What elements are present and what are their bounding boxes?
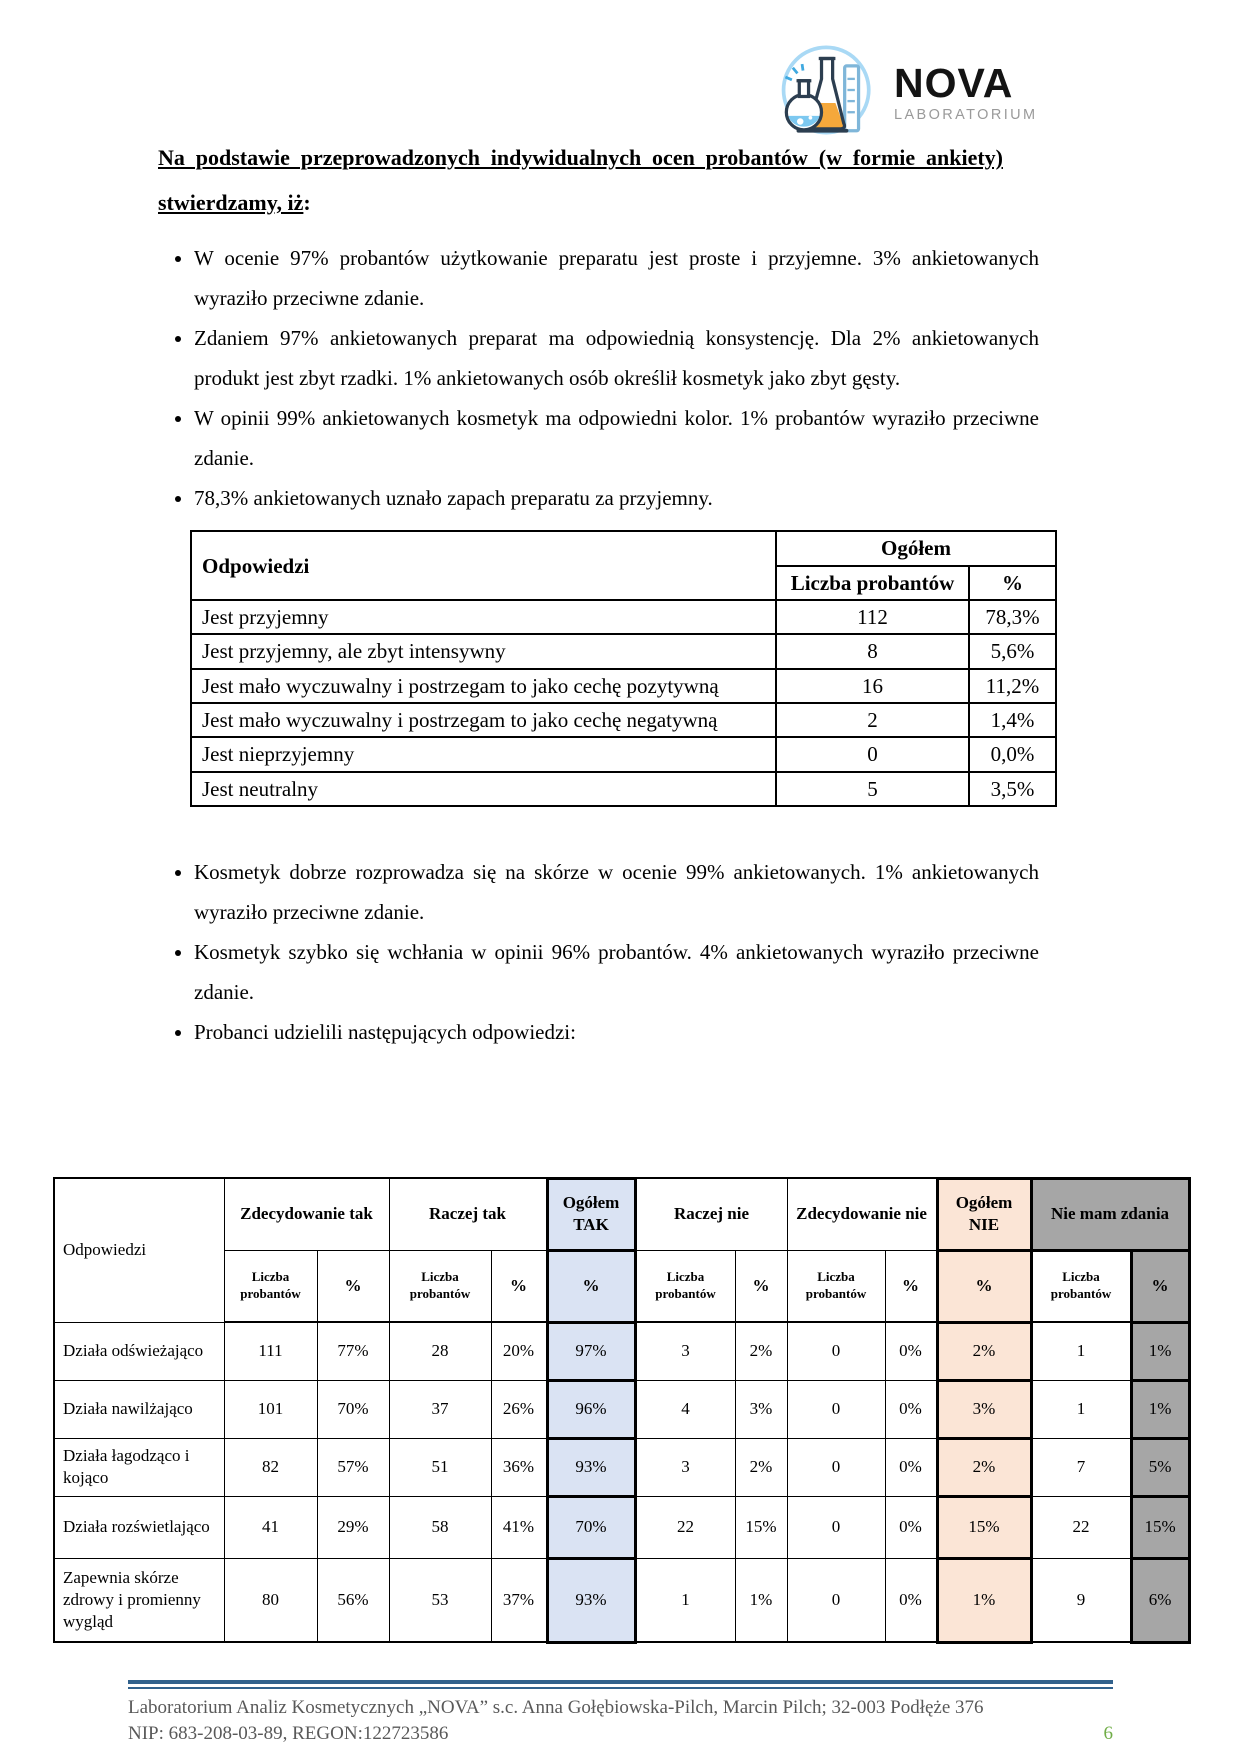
table-cell: 0: [787, 1438, 885, 1496]
table-cell: 3: [635, 1438, 735, 1496]
table-cell: 41: [224, 1496, 317, 1558]
subheader-percent: %: [317, 1250, 389, 1322]
table-cell: 2%: [735, 1438, 787, 1496]
fragrance-results-table: [190, 530, 1057, 807]
table-cell: 7: [1031, 1438, 1131, 1496]
table-cell: 57%: [317, 1438, 389, 1496]
table-cell: 56%: [317, 1558, 389, 1642]
table-cell: 15%: [735, 1496, 787, 1558]
table-cell: 0: [787, 1380, 885, 1438]
table-row: [54, 1380, 1189, 1438]
subheader-percent: %: [885, 1250, 937, 1322]
table-cell: 41%: [491, 1496, 547, 1558]
table-cell: 53: [389, 1558, 491, 1642]
table-row: [191, 703, 1056, 737]
table-cell: 16: [776, 669, 969, 703]
column-header-total: Ogółem: [776, 531, 1056, 565]
group-header-rather-yes: Raczej tak: [389, 1178, 547, 1250]
group-header-rather-no: Raczej nie: [635, 1178, 787, 1250]
bullet-list-middle: [158, 853, 1039, 1052]
bullet-item: • Kosmetyk dobrze rozprowadza się na skórze w ocenie 99% ankietowanych. 1% ankietowanych wyraziło przeciwne zdanie.: [194, 853, 1039, 933]
table-cell: 36%: [491, 1438, 547, 1496]
answer-label: Jest neutralny: [191, 772, 776, 806]
table-cell: 111: [224, 1322, 317, 1380]
bullet-item: • Zdaniem 97% ankietowanych preparat ma odpowiednią konsystencję. Dla 2% ankietowanych produkt jest zbyt rzadki. 1% ankietowanych osób określił kosmetyk jako zbyt gęsty.: [194, 319, 1039, 399]
table-row: [54, 1558, 1189, 1642]
table-cell-no-opinion: 5%: [1131, 1438, 1189, 1496]
table-cell: 0%: [885, 1558, 937, 1642]
bullet-item: • Probanci udzielili następujących odpowiedzi:: [194, 1013, 1039, 1053]
footer-divider: [128, 1680, 1113, 1689]
logo-subtitle: LABORATORIUM: [894, 106, 1038, 123]
table-cell: 22: [635, 1496, 735, 1558]
table-cell: 0%: [885, 1380, 937, 1438]
answer-label: Jest mało wyczuwalny i postrzegam to jako cechę pozytywną: [191, 669, 776, 703]
table-cell: 20%: [491, 1322, 547, 1380]
subheader-count: Liczba probantów: [389, 1250, 491, 1322]
table-row: [54, 1322, 1189, 1380]
table-cell: 0: [787, 1558, 885, 1642]
subheader-percent: %: [491, 1250, 547, 1322]
table-row: [191, 669, 1056, 703]
table-cell: 22: [1031, 1496, 1131, 1558]
table-row: [54, 1438, 1189, 1496]
subheader-percent: %: [937, 1250, 1031, 1322]
table-row: [54, 1496, 1189, 1558]
table-cell: 26%: [491, 1380, 547, 1438]
logo-name: NOVA: [894, 59, 1014, 106]
heading-colon: :: [303, 190, 311, 216]
answer-label: Jest mało wyczuwalny i postrzegam to jako cechę negatywną: [191, 703, 776, 737]
group-header-total-yes: Ogółem TAK: [547, 1178, 635, 1250]
subheader-percent: %: [735, 1250, 787, 1322]
table-cell: 101: [224, 1380, 317, 1438]
answer-label: Jest przyjemny: [191, 600, 776, 634]
table-cell: 0%: [885, 1322, 937, 1380]
flask-logo-icon: [772, 40, 884, 145]
table-row: [191, 634, 1056, 668]
table-cell: 28: [389, 1322, 491, 1380]
answer-label: Zapewnia skórze zdrowy i promienny wygląd: [54, 1558, 224, 1642]
section-heading: [158, 135, 1003, 225]
table-cell-total-no: 2%: [937, 1322, 1031, 1380]
group-header-definitely-no: Zdecydowanie nie: [787, 1178, 937, 1250]
answer-label: Jest nieprzyjemny: [191, 737, 776, 771]
table-cell-no-opinion: 1%: [1131, 1380, 1189, 1438]
table-cell: 58: [389, 1496, 491, 1558]
answer-label: Działa odświeżająco: [54, 1322, 224, 1380]
table-cell-total-yes: 97%: [547, 1322, 635, 1380]
table-group-header-row: [54, 1178, 1189, 1250]
table-cell: 1%: [735, 1558, 787, 1642]
table-cell: 80: [224, 1558, 317, 1642]
subheader-count: Liczba probantów: [224, 1250, 317, 1322]
table-row: [191, 772, 1056, 806]
heading-text: Na podstawie przeprowadzonych indywidualnych ocen probantów (w formie ankiety) stwierdzamy, iż: [158, 145, 1003, 216]
answer-label: Działa nawilżająco: [54, 1380, 224, 1438]
table-cell: 0: [776, 737, 969, 771]
answer-label: Działa rozświetlająco: [54, 1496, 224, 1558]
company-logo: [772, 40, 1037, 145]
table-cell: 51: [389, 1438, 491, 1496]
table-cell-no-opinion: 6%: [1131, 1558, 1189, 1642]
subheader-count: Liczba probantów: [787, 1250, 885, 1322]
table-subheader-row: [54, 1250, 1189, 1322]
table-cell: 78,3%: [969, 600, 1056, 634]
page-footer: [128, 1680, 1113, 1746]
table-cell: 77%: [317, 1322, 389, 1380]
table-cell: 2%: [735, 1322, 787, 1380]
table-cell: 4: [635, 1380, 735, 1438]
table-cell: 82: [224, 1438, 317, 1496]
table-cell-total-yes: 93%: [547, 1438, 635, 1496]
column-header-answers: Odpowiedzi: [54, 1178, 224, 1322]
table-cell-no-opinion: 15%: [1131, 1496, 1189, 1558]
bullet-item: • Kosmetyk szybko się wchłania w opinii 96% probantów. 4% ankietowanych wyraziło przeciwne zdanie.: [194, 933, 1039, 1013]
table-row: [191, 737, 1056, 771]
table-header-row: [191, 531, 1056, 565]
table-cell: 3: [635, 1322, 735, 1380]
bullet-list-top: [158, 239, 1039, 518]
table-cell: 1: [1031, 1322, 1131, 1380]
table-cell: 3,5%: [969, 772, 1056, 806]
table-cell: 0: [787, 1496, 885, 1558]
footer-tax-line: NIP: 683-208-03-89, REGON:122723586: [128, 1722, 449, 1744]
table-cell: 5: [776, 772, 969, 806]
column-header-percent: %: [969, 566, 1056, 600]
table-cell-total-yes: 93%: [547, 1558, 635, 1642]
survey-results-table: [53, 1177, 1191, 1644]
group-header-no-opinion: Nie mam zdania: [1031, 1178, 1189, 1250]
table-cell: 2: [776, 703, 969, 737]
table-cell-total-no: 2%: [937, 1438, 1031, 1496]
table-cell: 9: [1031, 1558, 1131, 1642]
subheader-percent: %: [547, 1250, 635, 1322]
column-header-count: Liczba probantów: [776, 566, 969, 600]
table-cell-total-yes: 96%: [547, 1380, 635, 1438]
table-cell: 11,2%: [969, 669, 1056, 703]
table-cell: 1: [635, 1558, 735, 1642]
table-cell: 0: [787, 1322, 885, 1380]
bullet-item: • W ocenie 97% probantów użytkowanie preparatu jest proste i przyjemne. 3% ankietowanych wyraziło przeciwne zdanie.: [194, 239, 1039, 319]
group-header-total-no: Ogółem NIE: [937, 1178, 1031, 1250]
table-cell: 29%: [317, 1496, 389, 1558]
table-cell: 37%: [491, 1558, 547, 1642]
table-cell-total-no: 3%: [937, 1380, 1031, 1438]
table-cell: 0,0%: [969, 737, 1056, 771]
subheader-count: Liczba probantów: [1031, 1250, 1131, 1322]
footer-company-line: Laboratorium Analiz Kosmetycznych „NOVA” s.c. Anna Gołębiowska-Pilch, Marcin Pilch; 32-003 Podłęże 376: [128, 1697, 984, 1718]
table-cell: 8: [776, 634, 969, 668]
table-cell: 1,4%: [969, 703, 1056, 737]
table-cell-no-opinion: 1%: [1131, 1322, 1189, 1380]
table-cell: 37: [389, 1380, 491, 1438]
table-cell-total-no: 15%: [937, 1496, 1031, 1558]
table-cell: 112: [776, 600, 969, 634]
subheader-percent: %: [1131, 1250, 1189, 1322]
table-cell: 70%: [317, 1380, 389, 1438]
table-cell: 0%: [885, 1438, 937, 1496]
table-cell: 5,6%: [969, 634, 1056, 668]
group-header-definitely-yes: Zdecydowanie tak: [224, 1178, 389, 1250]
bullet-item: • W opinii 99% ankietowanych kosmetyk ma odpowiedni kolor. 1% probantów wyraziło przeciwne zdanie.: [194, 399, 1039, 479]
page-number: 6: [1103, 1722, 1113, 1744]
answer-label: Jest przyjemny, ale zbyt intensywny: [191, 634, 776, 668]
table-cell: 1: [1031, 1380, 1131, 1438]
table-row: [191, 600, 1056, 634]
bullet-item: • 78,3% ankietowanych uznało zapach preparatu za przyjemny.: [194, 479, 1039, 519]
answer-label: Działa łagodząco i kojąco: [54, 1438, 224, 1496]
subheader-count: Liczba probantów: [635, 1250, 735, 1322]
column-header-answers: Odpowiedzi: [191, 531, 776, 600]
table-cell: 0%: [885, 1496, 937, 1558]
table-cell-total-yes: 70%: [547, 1496, 635, 1558]
table-cell-total-no: 1%: [937, 1558, 1031, 1642]
table-cell: 3%: [735, 1380, 787, 1438]
